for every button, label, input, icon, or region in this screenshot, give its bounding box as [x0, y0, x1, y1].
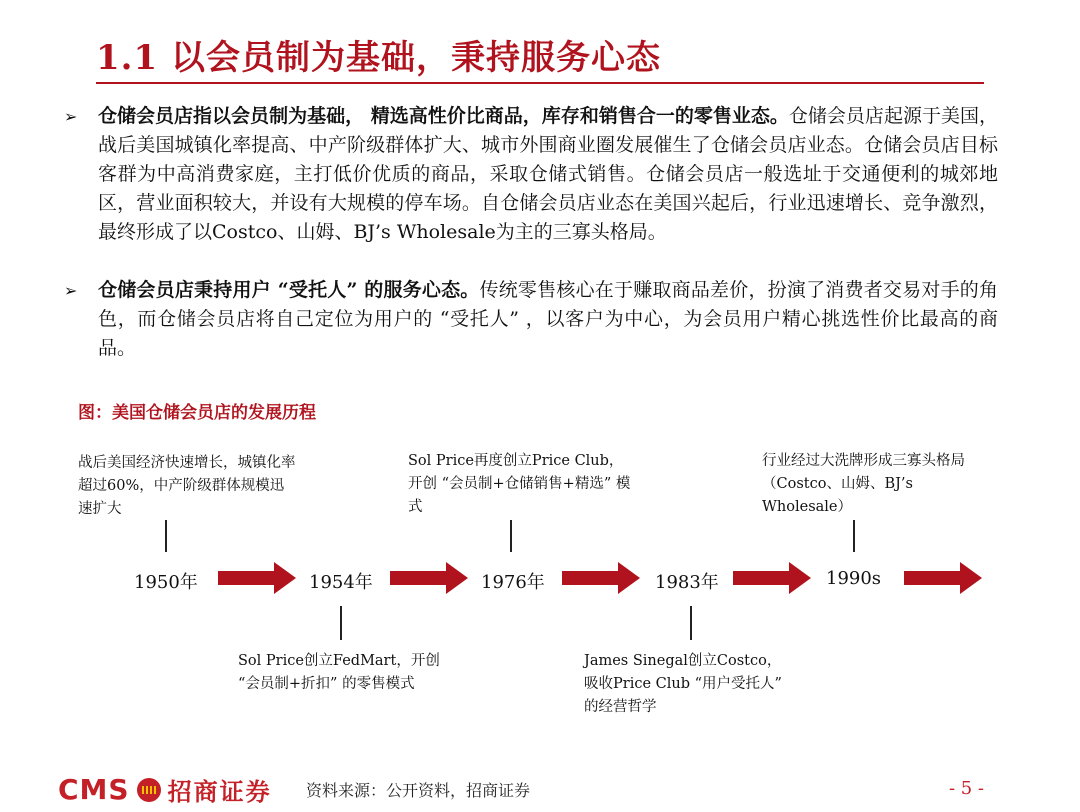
bullet-arrow-icon: ➢ [64, 281, 78, 300]
timeline-arrow-icon [733, 562, 811, 594]
timeline-year-1976: 1976年 [481, 572, 545, 593]
bullet-bold-lead: 仓储会员店指以会员制为基础， 精选高性价比商品，库存和销售合一的零售业态。 [98, 105, 789, 127]
timeline-year-1990s: 1990s [826, 568, 882, 589]
connector-line [510, 520, 512, 552]
bullet-body: 传统零售核心在于赚取商品差价，扮演了消费者交易对手的角色，而仓储会员店将自己定位为用户的 “受托人” ，以客户为中心，为会员用户精心挑选性价比最高的商品。 [98, 279, 998, 359]
timeline-note-1950: 战后美国经济快速增长，城镇化率超过60%，中产阶级群体规模迅速扩大 [78, 455, 296, 517]
timeline-year-1983: 1983年 [655, 572, 719, 593]
bullet-body: 仓储会员店起源于美国，战后美国城镇化率提高、中产阶级群体扩大、城市外围商业圈发展催生了仓储会员店业态。仓储会员店目标客群为中高消费家庭，主打低价优质的商品，采取仓储式销售。仓储会员店一般选址于交通便利的城郊地区，营业面积较大，并设有大规模的停车场。自仓储会员店业态在美国兴起后，行业迅速增长、竞争激烈，最终形成了以Costco、山姆、BJ’s Wholesale为主的三寡头格局。 [98, 105, 998, 243]
bullet-text [98, 102, 998, 247]
timeline-year-1950: 1950年 [134, 572, 198, 593]
timeline-arrow-icon [390, 562, 468, 594]
slide-title: 1.1 以会员制为基础，秉持服务心态 [96, 38, 661, 78]
timeline-note-1990s: 行业经过大洗牌形成三寡头格局（Costco、山姆、BJ’s Wholesale） [762, 453, 965, 515]
timeline-note-1976: Sol Price再度创立Price Club，开创 “会员制+仓储销售+精选” 模式 [408, 453, 631, 515]
timeline-year-1954: 1954年 [309, 572, 373, 593]
logo-brand-text: 招商证券 [167, 777, 272, 806]
page-number: - 5 - [948, 778, 984, 799]
bullet-text [98, 276, 998, 363]
bullet-point-2 [64, 276, 998, 363]
logo-cms-text: CMS [58, 773, 130, 806]
bullet-bold-lead: 仓储会员店秉持用户 “受托人” 的服务心态。 [98, 279, 480, 301]
company-logo [58, 772, 272, 807]
timeline-note-1983: James Sinegal创立Costco，吸收Price Club “用户受托人” 的经营哲学 [584, 653, 782, 715]
timeline-arrow-icon [218, 562, 296, 594]
timeline-arrow-icon [562, 562, 640, 594]
connector-line [165, 520, 167, 552]
source-note: 资料来源：公开资料，招商证券 [306, 781, 531, 800]
connector-line [690, 606, 692, 640]
timeline-note-1954: Sol Price创立FedMart，开创 “会员制+折扣” 的零售模式 [238, 653, 440, 692]
bullet-arrow-icon: ➢ [64, 107, 78, 126]
logo-emblem-icon [136, 777, 162, 803]
timeline-arrow-icon [904, 562, 982, 594]
connector-line [340, 606, 342, 640]
connector-line [853, 520, 855, 552]
title-divider [96, 82, 984, 84]
bullet-point-1 [64, 102, 998, 247]
figure-caption: 图：美国仓储会员店的发展历程 [78, 403, 316, 423]
